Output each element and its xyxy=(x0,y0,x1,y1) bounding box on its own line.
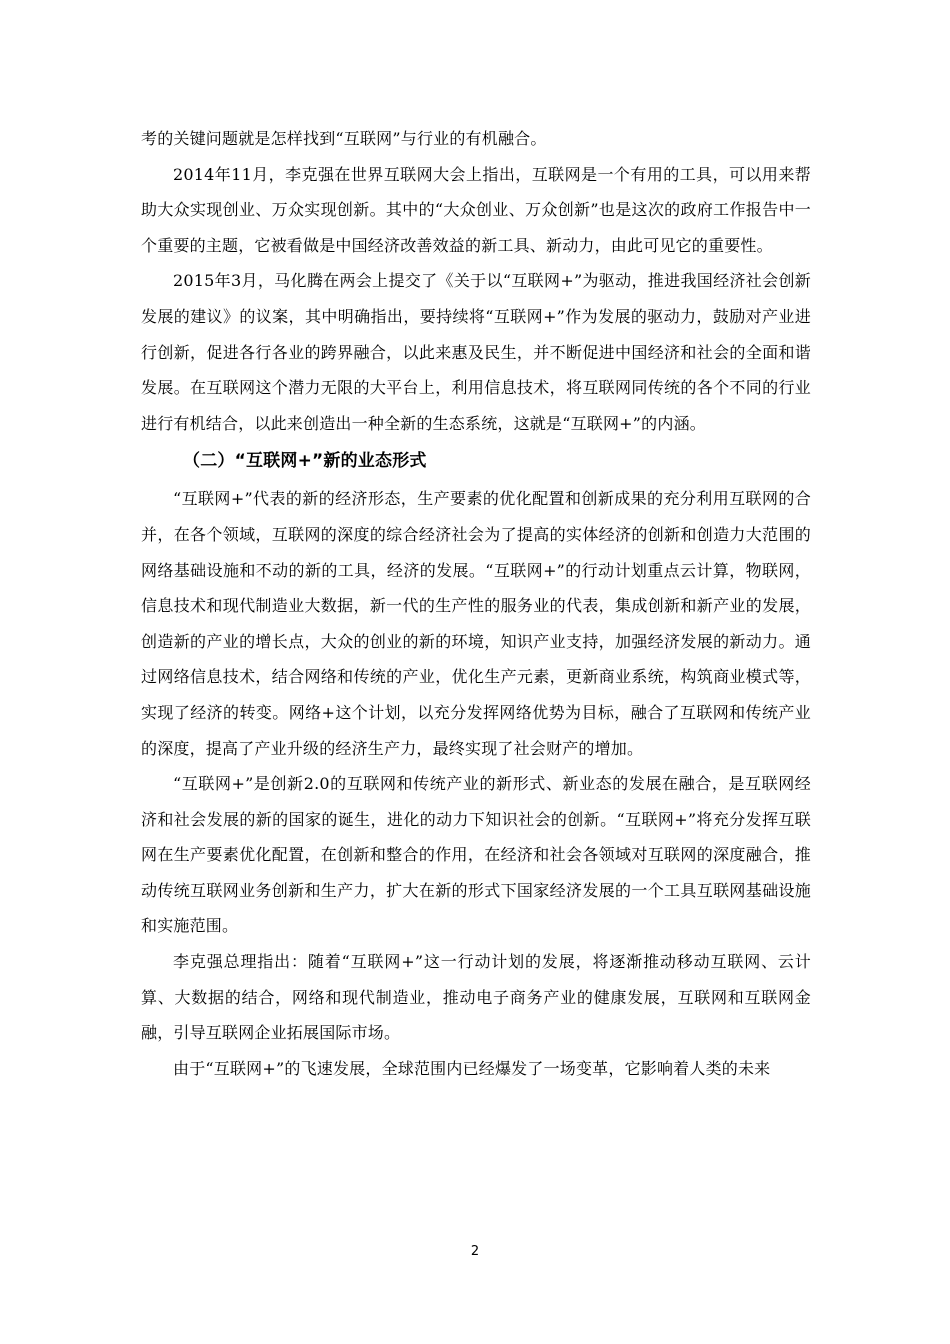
page-number: 2 xyxy=(470,1244,480,1259)
paragraph-innovation: “互联网+”是创新2.0的互联网和传统产业的新形式、新业态的发展在融合，是互联网经济和社会发展的新的国家的诞生，进化的动力下知识社会的创新。“互联网+”将充分发挥互联网在生产要素优化配置，在创新和整合的作用，在经济和社会各领域对互联网的深度融合，推动传统互联网业务创新和生产力，扩大在新的形式下国家经济发展的一个工具互联网基础设施和实施范围。 xyxy=(141,774,811,936)
paragraph-2014: 2014年11月，李克强在世界互联网大会上指出，互联网是一个有用的工具，可以用来帮助大众实现创业、万众实现创新。其中的“大众创业、万众创新”也是这次的政府工作报告中一个重要的主题，它被看做是中国经济改善效益的新工具、新动力，由此可见它的重要性。 xyxy=(141,164,811,255)
body-text xyxy=(141,121,811,1086)
paragraph-2015: 2015年3月，马化腾在两会上提交了《关于以“互联网+”为驱动，推进我国经济社会创新发展的建议》的议案，其中明确指出，要持续将“互联网+”作为发展的驱动力，鼓励对产业进行创新，促进各行各业的跨界融合，以此来惠及民生，并不断促进中国经济和社会的全面和谐发展。在互联网这个潜力无限的大平台上，利用信息技术，将互联网同传统的各个不同的行业进行有机结合，以此来创造出一种全新的生态系统，这就是“互联网+”的内涵。 xyxy=(141,271,811,433)
paragraph-global: 由于“互联网+”的飞速发展，全球范围内已经爆发了一场变革，它影响着人类的未来 xyxy=(173,1058,771,1078)
paragraph-new-economy: “互联网+”代表的新的经济形态，生产要素的优化配置和创新成果的充分利用互联网的合并，在各个领域，互联网的深度的综合经济社会为了提高的实体经济的创新和创造力大范围的网络基础设施和不动的新的工具，经济的发展。“互联网+”的行动计划重点云计算，物联网，信息技术和现代制造业大数据，新一代的生产性的服务业的代表，集成创新和新产业的发展，创造新的产业的增长点，大众的创业的新的环境，知识产业支持，加强经济发展的新动力。通过网络信息技术，结合网络和传统的产业，优化生产元素，更新商业系统，构筑商业模式等，实现了经济的转变。网络+这个计划，以充分发挥网络优势为目标，融合了互联网和传统产业的深度，提高了产业升级的经济生产力，最终实现了社会财产的增加。 xyxy=(141,489,811,758)
paragraph-premier: 李克强总理指出：随着“互联网+”这一行动计划的发展，将逐渐推动移动互联网、云计算、大数据的结合，网络和现代制造业，推动电子商务产业的健康发展，互联网和互联网金融，引导互联网企业拓展国际市场。 xyxy=(141,952,811,1043)
section-heading: （二）“互联网+”新的业态形式 xyxy=(183,451,427,472)
paragraph-continuation: 考的关键问题就是怎样找到“互联网”与行业的有机融合。 xyxy=(141,129,547,148)
